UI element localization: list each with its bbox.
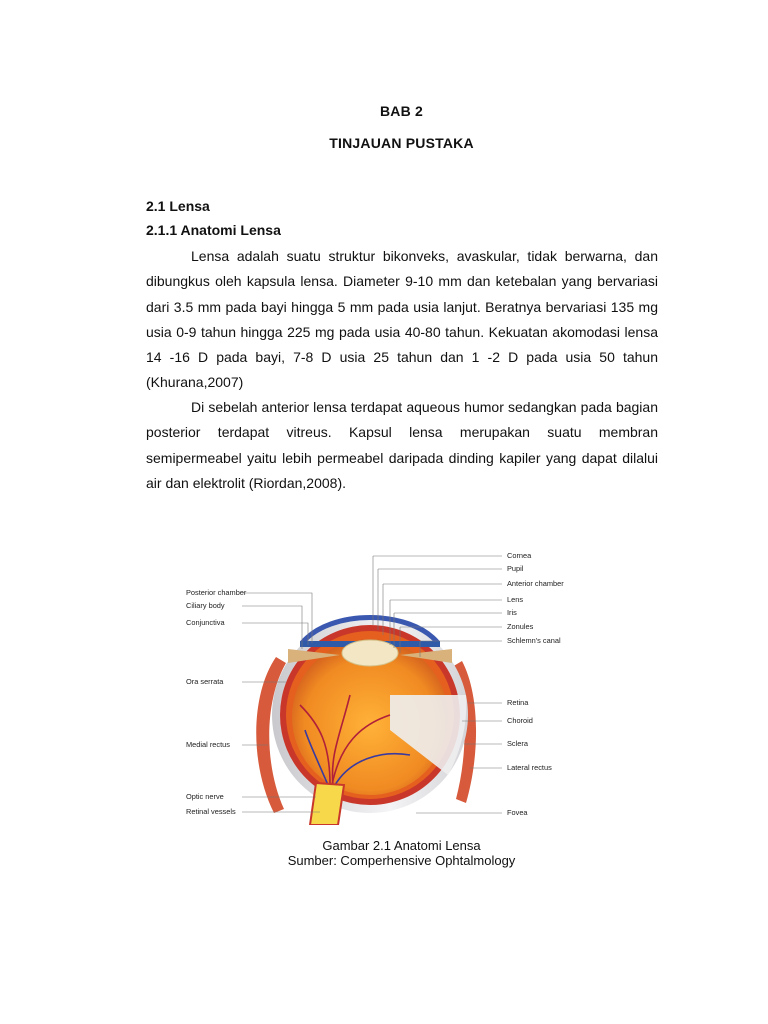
chapter-title: TINJAUAN PUSTAKA (329, 135, 474, 151)
label-ciliary-body: Ciliary body (186, 601, 225, 610)
label-posterior-chamber: Posterior chamber (186, 588, 247, 597)
label-choroid: Choroid (507, 716, 533, 725)
label-sclera: Sclera (507, 739, 528, 748)
figure-source: Sumber: Comperhensive Ophtalmology (287, 853, 516, 868)
label-medial-rectus: Medial rectus (186, 740, 230, 749)
label-optic-nerve: Optic nerve (186, 792, 224, 801)
eye-anatomy-illustration (180, 545, 580, 825)
label-anterior-chamber: Anterior chamber (507, 579, 564, 588)
lens (342, 640, 398, 666)
label-lateral-rectus: Lateral rectus (507, 763, 552, 772)
paragraph-2: Di sebelah anterior lensa terdapat aqueous humor sedangkan pada bagian posterior terdapat vitreus. Kapsul lensa merupakan suatu membran semipermeabel yaitu lebih permeabel daripada dinding kapiler yang dapat dilalui air dan elektrolit (Riordan,2008). (146, 399, 658, 491)
optic-nerve (310, 783, 344, 825)
label-zonules: Zonules (507, 622, 534, 631)
label-pupil: Pupil (507, 564, 524, 573)
eye-anatomy-figure (180, 545, 580, 825)
label-schlemns-canal: Schlemn's canal (507, 636, 561, 645)
section-heading: 2.1 Lensa (146, 198, 210, 214)
label-conjunctiva: Conjunctiva (186, 618, 225, 627)
paragraph-1: Lensa adalah suatu struktur bikonveks, avaskular, tidak berwarna, dan dibungkus oleh kapsula lensa. Diameter 9-10 mm dan ketebalan yang bervariasi dari 3.5 mm pada bayi hingga 5 mm pada usia lanjut. Beratnya bervariasi 135 mg usia 0-9 tahun hingga 225 mg pada usia 40-80 tahun. Kekuatan akomodasi lensa 14 -16 D pada bayi, 7-8 D usia 25 tahun dan 1 -2 D pada usia 50 tahun (Khurana,2007) (146, 248, 658, 391)
subsection-heading: 2.1.1 Anatomi Lensa (146, 222, 281, 238)
label-retina: Retina (507, 698, 529, 707)
label-fovea: Fovea (507, 808, 528, 817)
chapter-number: BAB 2 (379, 103, 423, 119)
label-lens: Lens (507, 595, 524, 604)
label-cornea: Cornea (507, 551, 532, 560)
label-ora-serrata: Ora serrata (186, 677, 224, 686)
label-iris: Iris (507, 608, 517, 617)
label-retinal-vessels: Retinal vessels (186, 807, 236, 816)
figure-caption: Gambar 2.1 Anatomi Lensa (322, 838, 481, 853)
